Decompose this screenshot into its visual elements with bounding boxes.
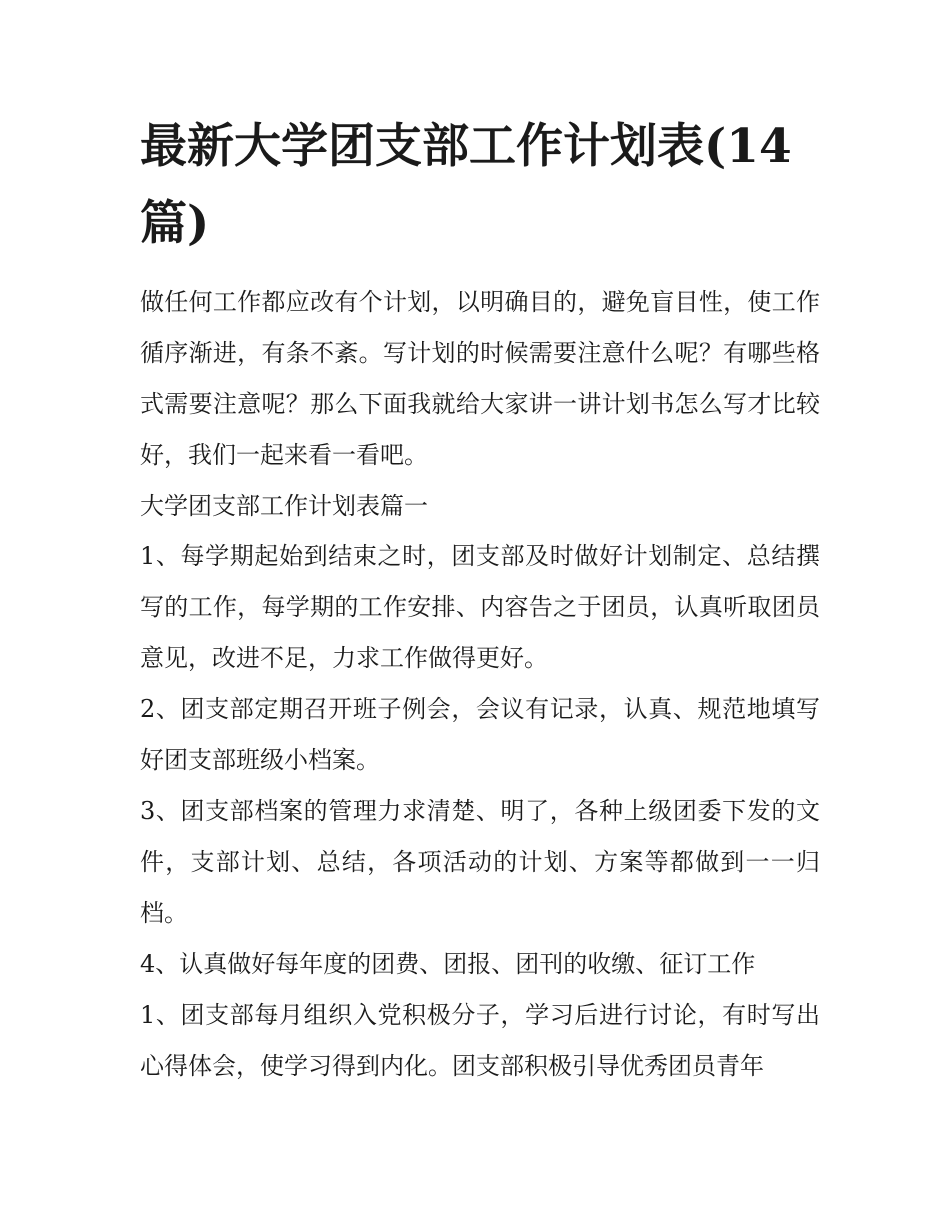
document-body bbox=[140, 277, 820, 1092]
intro-paragraph: 做任何工作都应改有个计划，以明确目的，避免盲目性，使工作循序渐进，有条不紊。写计划的时候需要注意什么呢？有哪些格式需要注意呢？那么下面我就给大家讲一讲计划书怎么写才比较好，我们一起来看一看吧。 bbox=[140, 288, 820, 469]
list-item: 1、团支部每月组织入党积极分子，学习后进行讨论，有时写出心得体会，使学习得到内化。团支部积极引导优秀团员青年 bbox=[140, 1001, 820, 1080]
list-item: 1、每学期起始到结束之时，团支部及时做好计划制定、总结撰写的工作，每学期的工作安排、内容告之于团员，认真听取团员意见，改进不足，力求工作做得更好。 bbox=[140, 542, 820, 672]
document-title: 最新大学团支部工作计划表(14篇) bbox=[140, 119, 792, 251]
list-item: 2、团支部定期召开班子例会，会议有记录，认真、规范地填写好团支部班级小档案。 bbox=[140, 695, 820, 774]
list-item: 3、团支部档案的管理力求清楚、明了，各种上级团委下发的文件，支部计划、总结，各项活动的计划、方案等都做到一一归档。 bbox=[140, 797, 820, 927]
section-heading: 大学团支部工作计划表篇一 bbox=[140, 492, 428, 520]
list-item: 4、认真做好每年度的团费、团报、团刊的收缴、征订工作 bbox=[140, 950, 756, 978]
